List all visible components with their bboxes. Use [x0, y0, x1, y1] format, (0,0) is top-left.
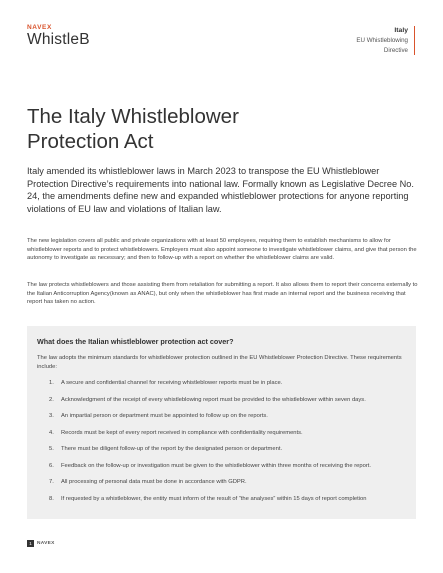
body-paragraph-coverage: The new legislation covers all public and private organizations with at least 50 employees, requiring them to establish mechanisms to allow for whistleblower reports and to protect whistleblowers. Employers must also appoint someone to investigate whistleblower claims, and give that person the autonomy to investigate as necessary; and then to follow-up with a report on whether the whistleblower claims are valid. [27, 238, 417, 262]
footer-brand: NAVEX [37, 541, 55, 546]
list-item [27, 379, 416, 396]
list-item-number: 2. [49, 396, 54, 403]
list-item-number: 7. [49, 479, 54, 485]
list-item-number: 3. [49, 413, 54, 419]
list-item-text: An impartial person or department must be appointed to follow up on the reports. [61, 413, 268, 419]
requirements-list [27, 379, 416, 511]
list-item [27, 462, 416, 479]
list-item-number: 8. [49, 495, 54, 502]
page-title-line2: Protection Act [27, 130, 154, 153]
list-item-text: Records must be kept of every report received in compliance with confidentiality requirements. [61, 429, 303, 436]
list-item [27, 495, 416, 512]
page-title [27, 104, 387, 154]
brand-logo-top: NAVEX [27, 24, 52, 31]
brand-logo-main: WhistleB [27, 31, 90, 48]
list-item-text: A secure and confidential channel for receiving whistleblower reports must be in place. [61, 380, 283, 386]
document-tag-country: Italy [394, 27, 408, 34]
list-item-number: 6. [49, 462, 54, 469]
list-item-number: 1. [49, 380, 54, 386]
list-item-text: If requested by a whistleblower, the entity must inform of the result of “the analyses” within 15 days of report completion [61, 495, 367, 502]
document-tag [356, 26, 415, 55]
list-item [27, 445, 416, 462]
coverage-box-title: What does the Italian whistleblower protection act cover? [37, 337, 234, 346]
brand-logo [27, 24, 90, 48]
list-item [27, 478, 416, 495]
list-item-text: All processing of personal data must be done in accordance with GDPR. [61, 479, 247, 485]
coverage-box-intro: The law adopts the minimum standards for whistleblower protection outlined in the EU Whistleblower Protection Directive. These requirements include: [37, 355, 402, 370]
list-item-text: Acknowledgment of the receipt of every whistleblowing report must be provided to the whistleblower within seven days. [61, 396, 366, 403]
document-tag-directive-line2: Directive [383, 46, 408, 54]
document-tag-directive-line1: EU Whistleblowing [356, 37, 408, 44]
page-footer [27, 540, 55, 547]
lead-paragraph: Italy amended its whistleblower laws in March 2023 to transpose the EU Whistleblower Protection Directive’s requirements into national law. Formally known as Legislative Decree No. 24, the amendments define new and expanded whistleblower protections for anyone reporting violations of EU law and violations of Italian law. [27, 166, 414, 214]
page-number: 1 [27, 540, 34, 547]
list-item-number: 5. [49, 446, 54, 452]
list-item [27, 396, 416, 413]
list-item-text: There must be diligent follow-up of the report by the designated person or department. [61, 446, 283, 452]
list-item-text: Feedback on the follow-up or investigation must be given to the whistleblower within three months of receiving the report. [61, 462, 371, 469]
list-item [27, 412, 416, 429]
coverage-box [27, 326, 416, 519]
body-paragraph-protection: The law protects whistleblowers and those assisting them from retaliation for submitting a report. It also allows them to report their concerns externally to the Italian Anticorruption Agency(known as ANAC), but only when the whistleblower has first made an internal report and the business receiving that report has taken no action. [27, 282, 418, 306]
list-item-number: 4. [49, 429, 54, 436]
page-title-line1: The Italy Whistleblower [27, 105, 239, 128]
list-item [27, 429, 416, 446]
